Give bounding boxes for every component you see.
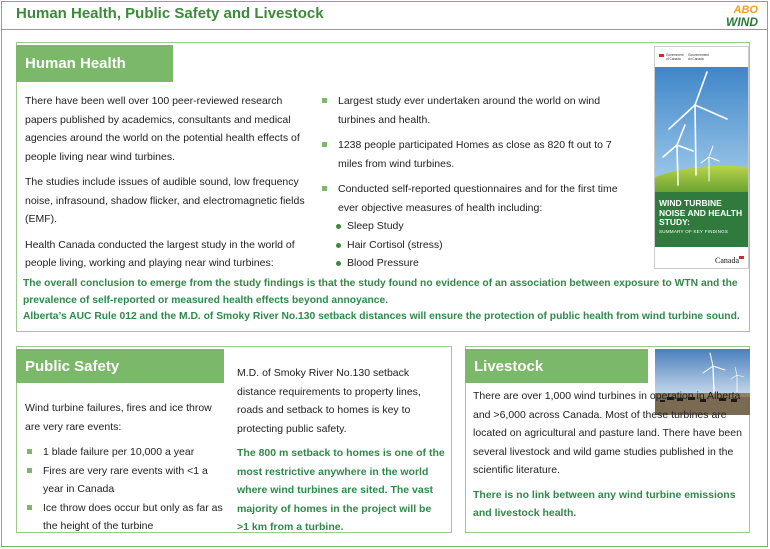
paragraph: Wind turbine failures, fires and ice throw are very rare events:	[25, 402, 212, 433]
paragraph: There are over 1,000 wind turbines in operation in Alberta and >6,000 across Canada. Most of these turbines are located on agricultural and pasture land. There have been several livestock and wild game studies published in the scientific literature.	[473, 390, 742, 476]
bullet-item: Conducted self-reported questionnaires and for the first time ever objective measures of health including:	[320, 180, 620, 217]
canada-wordmark: Canada	[715, 256, 739, 265]
bullet-item: Ice throw does occur but only as far as the height of the turbine	[25, 499, 225, 536]
paragraph: Health Canada conducted the largest study in the world of people living, working and playing near wind turbines:	[25, 238, 295, 269]
human-health-bullets	[320, 92, 620, 273]
cover-artwork	[655, 47, 749, 269]
gov-canada-en: Government of Canada	[666, 53, 684, 61]
page-title: Human Health, Public Safety and Livestock	[16, 5, 324, 22]
paragraph: There have been well over 100 peer-reviewed research papers published by academics, consultants and medical agencies around the world on the potential health effects of people living near wind turbines.	[25, 95, 300, 163]
title-divider	[1, 29, 768, 30]
conclusion-paragraph: Alberta’s AUC Rule 012 and the M.D. of Smoky River No.130 setback distances will ensure the protection of public health from wind turbine sound.	[23, 311, 740, 322]
human-health-conclusion	[23, 276, 743, 326]
gov-canada-fr: Gouvernement du Canada	[688, 53, 710, 61]
human-health-header: Human Health	[16, 45, 173, 82]
bullet-item: 1238 people participated Homes as close as 820 ft out to 7 miles from wind turbines.	[320, 136, 620, 173]
livestock-highlight: There is no link between any wind turbine emissions and livestock health.	[473, 488, 736, 519]
sub-bullet-item: Hair Cortisol (stress)	[334, 236, 620, 255]
health-study-cover-image	[654, 46, 749, 269]
bullet-item: Largest study ever undertaken around the world on wind turbines and health.	[320, 92, 620, 129]
paragraph: M.D. of Smoky River No.130 setback distance requirements to property lines, roads and setback to homes is key to protecting public safety.	[237, 367, 421, 435]
livestock-text	[473, 387, 745, 523]
bullet-item: 1 blade failure per 10,000 a year	[25, 443, 225, 462]
livestock-header: Livestock	[465, 349, 648, 383]
public-safety-header: Public Safety	[16, 349, 224, 383]
conclusion-paragraph: The overall conclusion to emerge from the study findings is that the study found no evidence of an association between exposure to WTN and the prevalence of self-reported or measured health effects beyond annoyance.	[23, 278, 738, 306]
cover-title: WIND TURBINE NOISE AND HEALTH STUDY:	[659, 198, 743, 227]
setback-highlight: The 800 m setback to homes is one of the most restrictive anywhere in the world where wind turbines are sited. The vast majority of homes in the project will be >1 km from a turbine.	[237, 447, 445, 533]
public-safety-left	[25, 399, 225, 536]
bullet-item: Fires are very rare events with <1 a year in Canada	[25, 462, 225, 499]
abo-wind-logo: ABO WIND	[726, 4, 758, 29]
sub-bullet-item: Sleep Study	[334, 217, 620, 236]
public-safety-right	[237, 364, 445, 537]
paragraph: The studies include issues of audible sound, low frequency noise, infrasound, shadow flicker, and electromagnetic fields (EMF).	[25, 176, 305, 225]
human-health-left-text	[25, 92, 311, 273]
cover-subtitle: SUMMARY OF KEY FINDINGS	[659, 229, 729, 234]
sub-bullet-item: Blood Pressure	[334, 254, 620, 273]
